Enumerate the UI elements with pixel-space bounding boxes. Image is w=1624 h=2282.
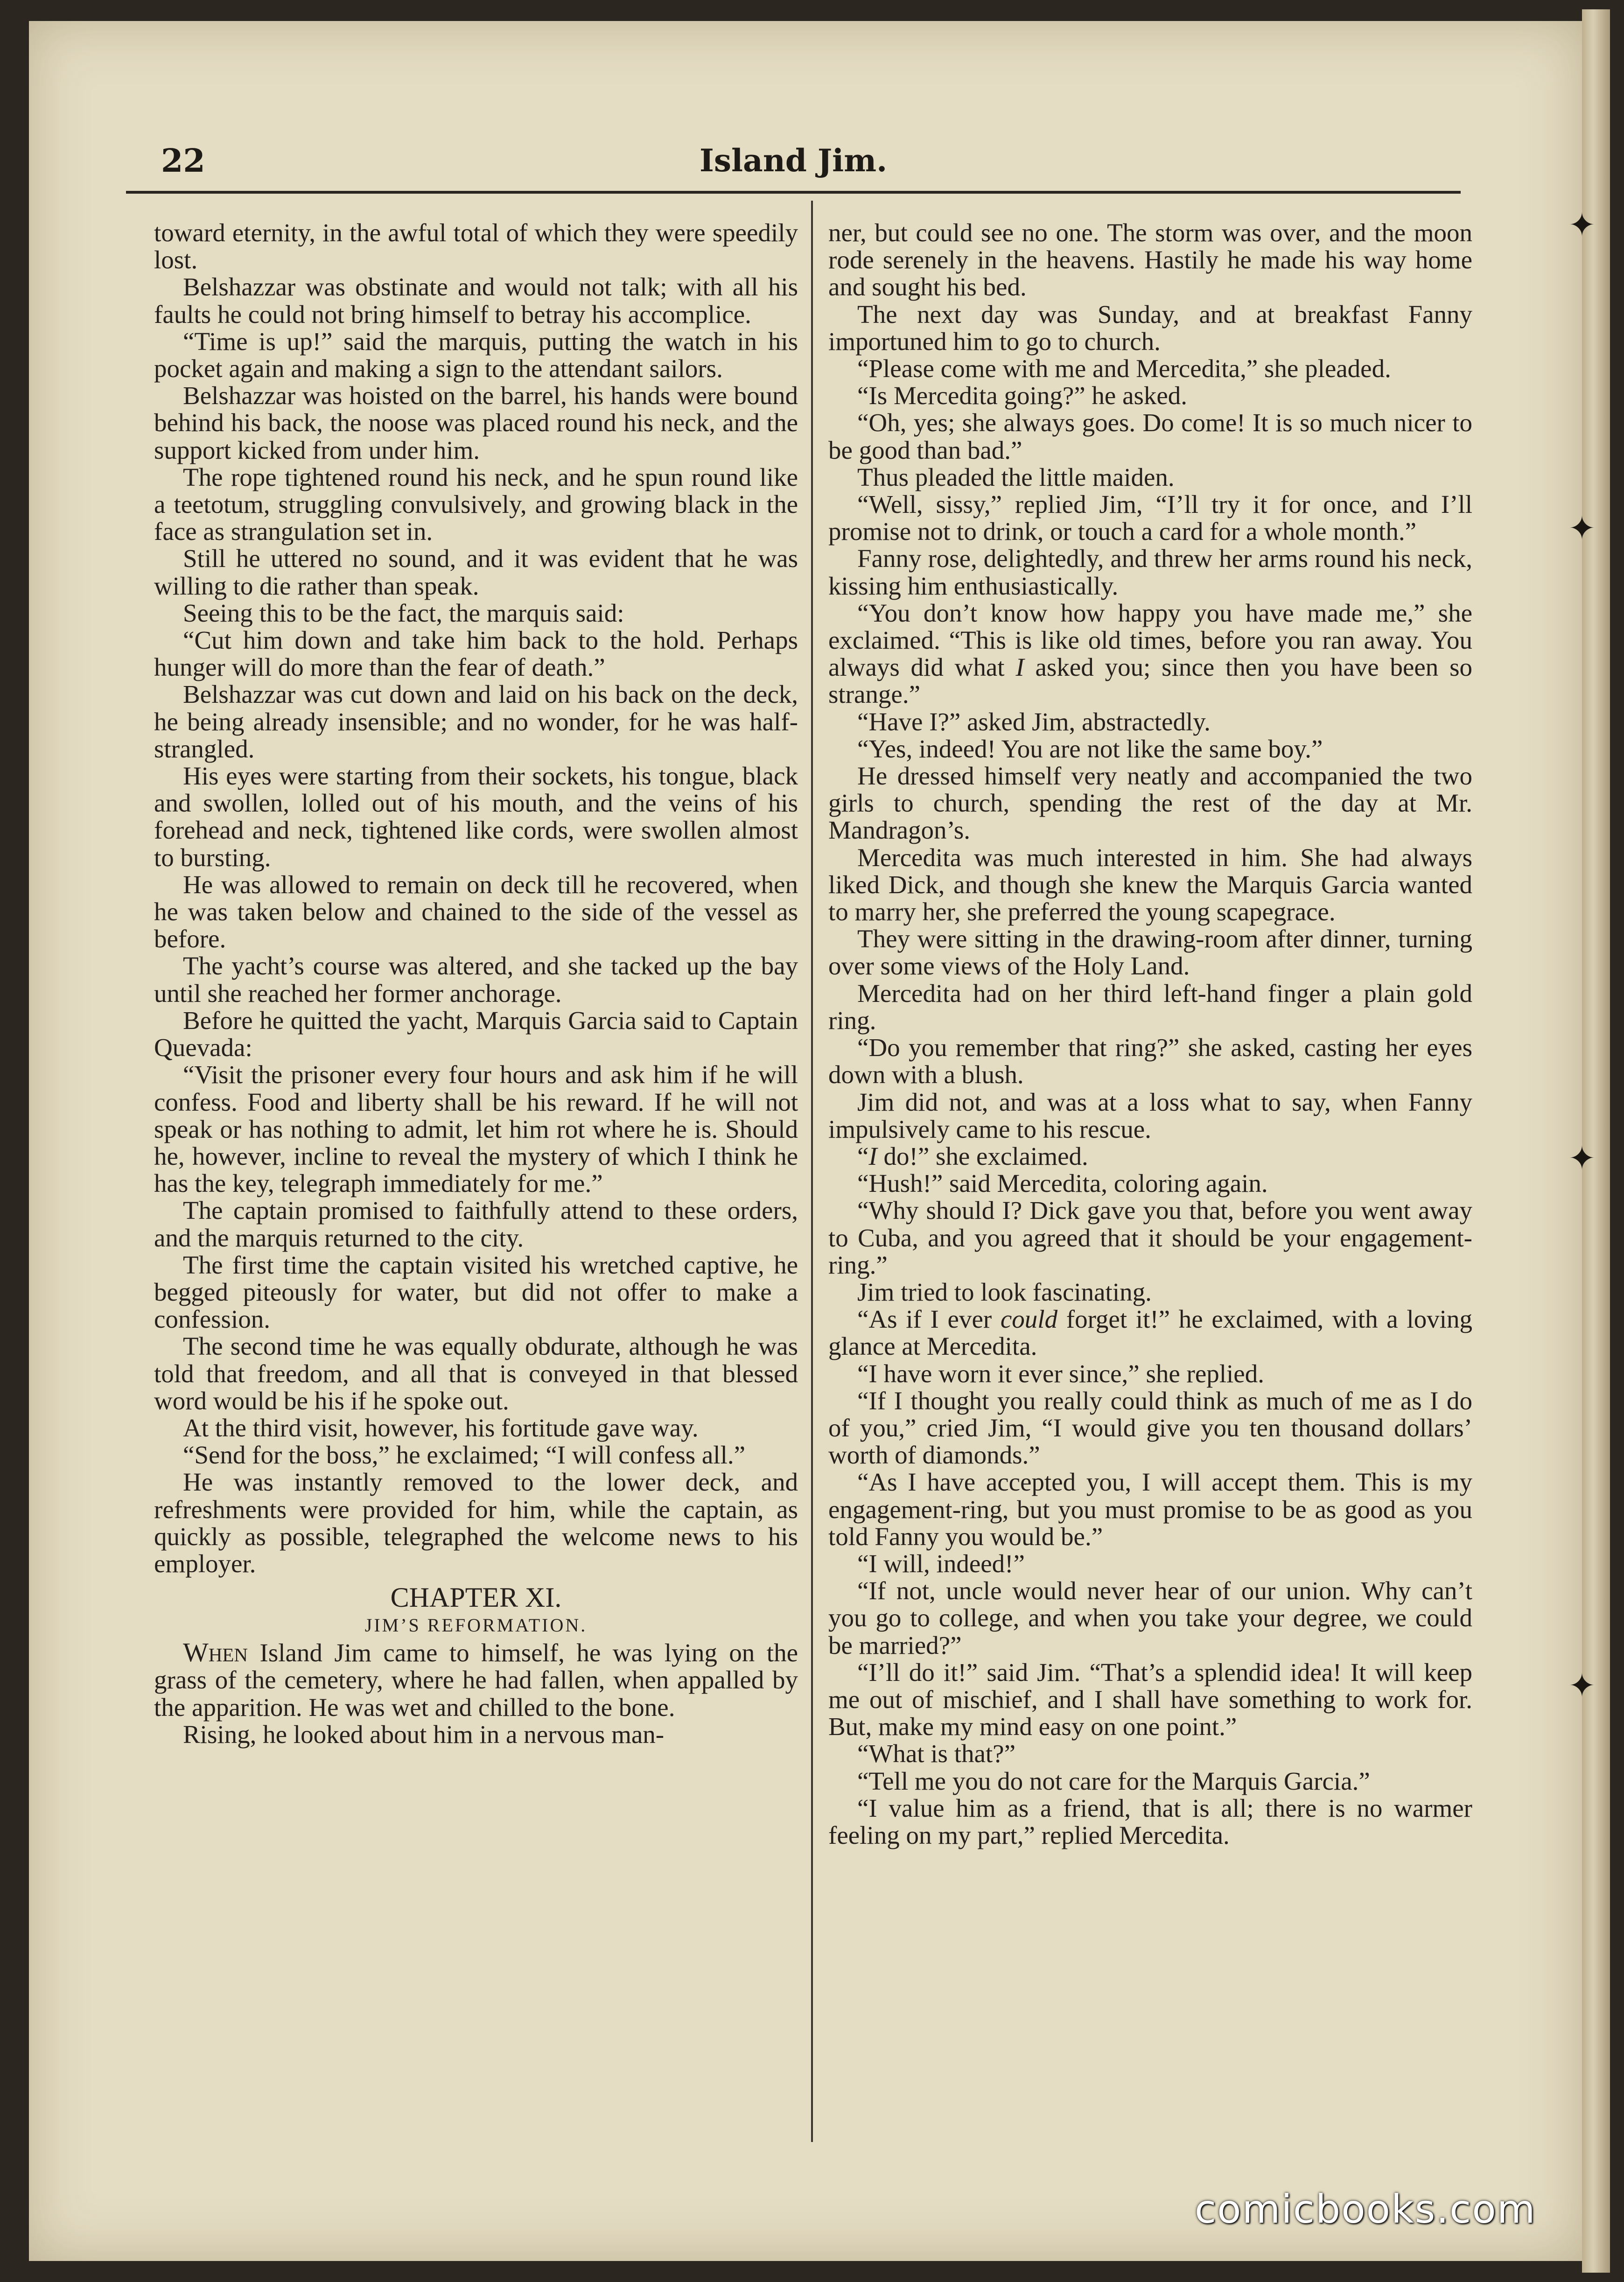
paragraph: “Time is up!” said the marquis, putting the watch in his pocket again and making a sign to the attendant sailors. [154,327,798,383]
paragraph: “I value him as a friend, that is all; there is no warmer feeling on my part,” replied Mercedita. [828,1793,1472,1849]
paragraph: “Visit the prisoner every four hours and ask him if he will confess. Food and liberty shall be his reward. If he will not speak or has nothing to admit, let him rot where he is. Should he, however, incline to reveal the mystery of which I think he has the key, telegraph immediately for me.” [154,1060,798,1198]
paragraph-text: Island Jim came to himself, he was lying on the grass of the cemetery, where he had fallen, when appalled by the apparition. He was wet and chilled to the bone. [154,1638,798,1722]
paragraph: Seeing this to be the fact, the marquis said: [183,598,624,627]
page-header [126,142,1461,194]
paragraph-text: “ [857,1141,869,1170]
paragraph [828,600,1472,708]
paragraph [154,1639,798,1721]
paragraph: The yacht’s course was altered, and she tacked up the bay until she reached her former anchorage. [154,952,798,1008]
paragraph: “Have I?” asked Jim, abstractedly. [857,707,1211,736]
paragraph: “Tell me you do not care for the Marquis Garcia.” [857,1766,1370,1795]
paragraph: “Hush!” said Mercedita, coloring again. [857,1169,1268,1198]
paragraph: Fanny rose, delightedly, and threw her arms round his neck, kissing him enthusiastically. [828,544,1472,600]
paragraph: “If not, uncle would never hear of our union. Why can’t you go to college, and when you take your degree, we could be married?” [828,1576,1472,1659]
paragraph: “As I have accepted you, I will accept them. This is my engagement-ring, but you must promise to be as good as you told Fanny you would be.” [828,1468,1472,1551]
paragraph: The next day was Sunday, and at breakfast Fanny importuned him to go to church. [828,300,1472,356]
paragraph: “I’ll do it!” said Jim. “That’s a splendid idea! It will keep me out of mischief, and I shall have something to work for. But, make my mind easy on one point.” [828,1658,1472,1741]
paragraph: “If I thought you really could think as much of me as I do of you,” cried Jim, “I would give you ten thousand dollars’ worth of diamonds.” [828,1386,1472,1470]
emphasis: I [1015,653,1024,682]
page-number: 22 [161,142,205,180]
paragraph: Belshazzar was hoisted on the barrel, his hands were bound behind his back, the noose was placed round his neck, and the support kicked from under him. [154,381,798,464]
paragraph: His eyes were starting from their sockets, his tongue, black and swollen, lolled out of his mouth, and the veins of his forehead and neck, tightened like cords, were swollen almost to bursting. [154,762,798,872]
paragraph: “Yes, indeed! You are not like the same boy.” [857,734,1323,763]
drop-word: When [183,1637,248,1668]
paragraph: “What is that?” [857,1739,1015,1768]
paragraph: Belshazzar was cut down and laid on his back on the deck, he being already insensible; and no wonder, for he was half-strangled. [154,680,798,763]
paragraph: They were sitting in the drawing-room after dinner, turning over some views of the Holy Land. [828,924,1472,980]
paragraph: “Please come with me and Mercedita,” she pleaded. [857,354,1391,383]
binding-staple-icon: ✦ [1568,1666,1596,1705]
paragraph: “Send for the boss,” he exclaimed; “I will confess all.” [183,1441,746,1470]
paragraph: “Oh, yes; she always goes. Do come! It is so much nicer to be good than bad.” [828,408,1472,464]
paragraph: He was allowed to remain on deck till he recovered, when he was taken below and chained to the side of the vessel as before. [154,870,798,953]
paragraph: Mercedita was much interested in him. She had always liked Dick, and though she knew the Marquis Garcia wanted to marry her, she preferred the young scapegrace. [828,843,1472,926]
chapter-subtitle: JIM’S REFORMATION. [364,1615,588,1636]
binding-staple-icon: ✦ [1568,509,1596,547]
paragraph: “Cut him down and take him back to the hold. Perhaps hunger will do more than the fear of death.” [154,626,798,682]
paragraph: Rising, he looked about him in a nervous man- [183,1720,665,1749]
paragraph: ner, but could see no one. The storm was over, and the moon rode serenely in the heavens. Hastily he made his way home and sought his bed. [828,219,1472,301]
chapter-title: CHAPTER XI. [390,1582,562,1613]
paragraph: Jim did not, and was at a loss what to say, when Fanny impulsively came to his rescue. [828,1087,1472,1143]
watermark: comicbooks.com [1195,2186,1536,2232]
paragraph [828,1306,1472,1360]
paragraph-text: asked you; since then you have been so strange.” [828,653,1472,709]
binding-staple-icon: ✦ [1568,206,1596,244]
paragraph: “Do you remember that ring?” she asked, casting her eyes down with a blush. [828,1033,1472,1089]
binding-staple-icon: ✦ [1568,1139,1596,1177]
paragraph-text: “As if I ever [857,1305,1001,1334]
paragraph: Mercedita had on her third left-hand finger a plain gold ring. [828,979,1472,1035]
paragraph: Thus pleaded the little maiden. [857,462,1175,491]
paragraph: Belshazzar was obstinate and would not talk; with all his faults he could not bring himself to betray his accomplice. [154,273,798,329]
paragraph: “Why should I? Dick gave you that, before you went away to Cuba, and you agreed that it should be your engagement-ring.” [828,1196,1472,1279]
paragraph: He was instantly removed to the lower deck, and refreshments were provided for him, while the captain, as quickly as possible, telegraphed the welcome news to his employer. [154,1468,798,1578]
paragraph-text: “You don’t know how happy you have made me,” she exclaimed. “This is like old times, before you ran away. You always did what [828,598,1472,682]
paragraph: “Is Mercedita going?” he asked. [857,381,1188,410]
paragraph: toward eternity, in the awful total of which they were speedily lost. [154,219,798,274]
emphasis: could [1000,1305,1058,1334]
column-divider [811,201,813,2142]
paragraph-text: do!” she exclaimed. [877,1141,1088,1170]
paragraph: “Well, sissy,” replied Jim, “I’ll try it for once, and I’ll promise not to drink, or touch a card for a whole month.” [828,490,1472,546]
left-column [154,219,798,2184]
paragraph: The first time the captain visited his wretched captive, he begged piteously for water, but did not offer to make a confession. [154,1250,798,1334]
paragraph: Before he quitted the yacht, Marquis Garcia said to Captain Quevada: [154,1006,798,1062]
running-title: Island Jim. [699,142,888,179]
paragraph [828,1143,1472,1170]
paragraph: At the third visit, however, his fortitude gave way. [183,1413,699,1442]
paragraph: “I will, indeed!” [857,1549,1025,1578]
right-column [828,219,1472,2184]
paragraph: Jim tried to look fascinating. [857,1277,1152,1306]
paragraph: Still he uttered no sound, and it was evident that he was willing to die rather than speak. [154,544,798,600]
paragraph-text: forget it!” he exclaimed, with a loving glance at Mercedita. [828,1305,1472,1361]
paragraph: He dressed himself very neatly and accompanied the two girls to church, spending the rest of the day at Mr. Mandragon’s. [828,762,1472,845]
paragraph: The captain promised to faithfully attend to these orders, and the marquis returned to the city. [154,1196,798,1252]
paragraph: The rope tightened round his neck, and he spun round like a teetotum, struggling convulsively, and growing black in the face as strangulation set in. [154,462,798,546]
emphasis: I [868,1141,877,1170]
paragraph: The second time he was equally obdurate, although he was told that freedom, and all that is conveyed in that blessed word would be his if he spoke out. [154,1332,798,1415]
paragraph: “I have worn it ever since,” she replied. [857,1359,1264,1388]
